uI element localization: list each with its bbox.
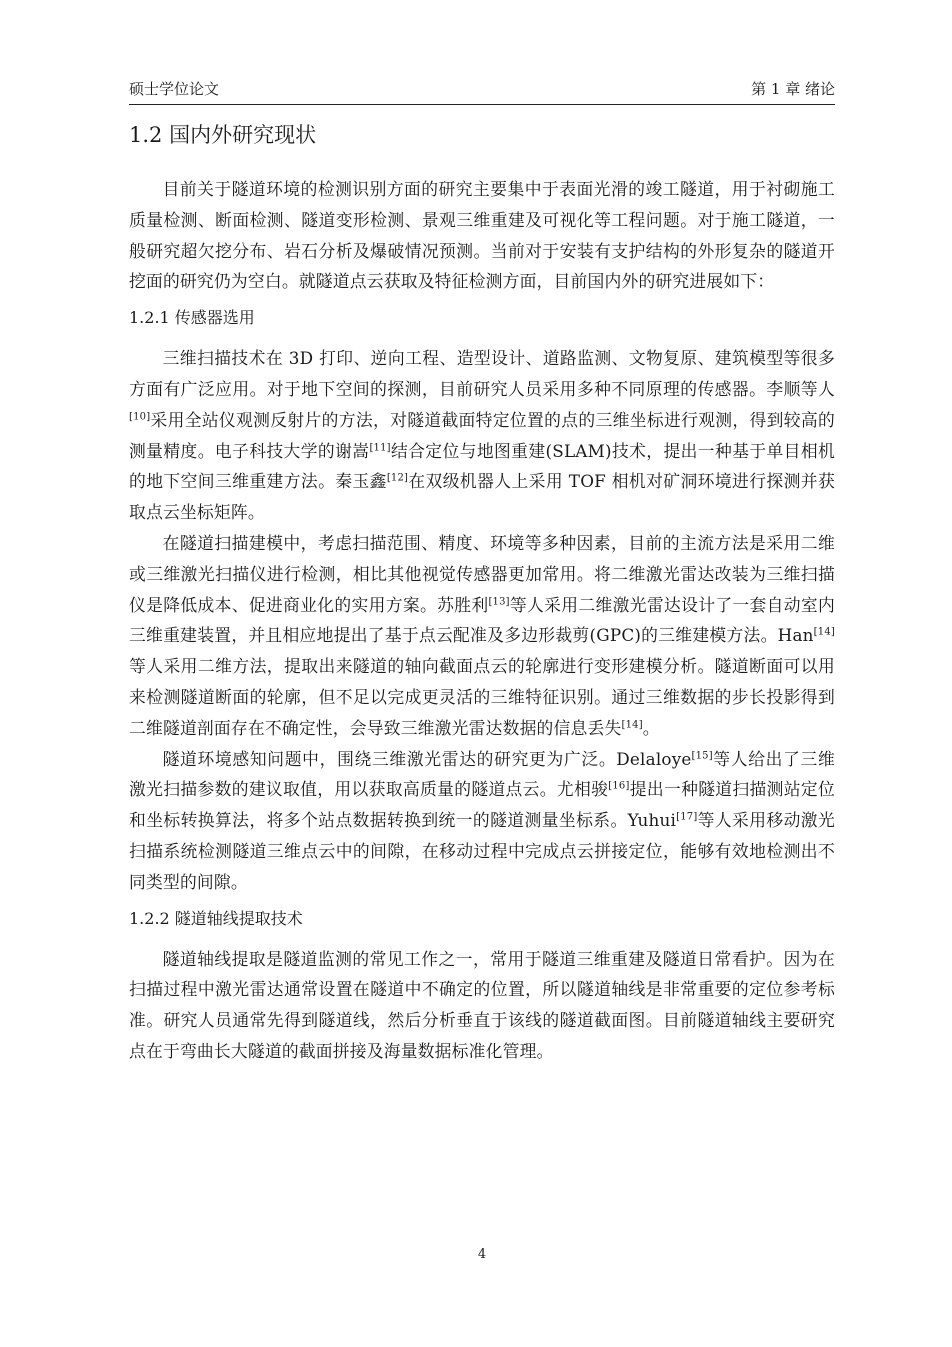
- header-thesis-type: 硕士学位论文: [129, 80, 220, 98]
- citation-ref: [12]: [386, 472, 409, 484]
- citation-ref: [10]: [129, 411, 151, 423]
- section-title: 1.2 国内外研究现状: [129, 123, 317, 147]
- section-intro-paragraph: 目前关于隧道环境的检测识别方面的研究主要集中于表面光滑的竣工隧道，用于衬砌施工质量检测、断面检测、隧道变形检测、景观三维重建及可视化等工程问题。对于施工隧道，一般研究超欠挖分布、岩石分析及爆破情况预测。当前对于安装有支护结构的外形复杂的隧道开挖面的研究仍为空白。就隧道点云获取及特征检测方面，目前国内外的研究进展如下：: [129, 179, 835, 292]
- text-run: 在双级机器人上采用 TOF 相机对矿洞环境进行探测并获取点云坐标矩阵。: [129, 471, 835, 523]
- text-run: 等人采用二维激光雷达设计了一套自动室内三维重建装置，并且相应地提出了基于点云配准及多边形裁剪(GPC)的三维建模方法。Han: [129, 594, 835, 646]
- text-run: 提出一种隧道扫描测站定位和坐标转换算法，将多个站点数据转换到统一的隧道测量坐标系。Yuhui: [129, 779, 835, 831]
- text-run: 等人给出了三维激光扫描参数的建议取值，用以获取高质量的隧道点云。尤相骏: [129, 748, 835, 800]
- header-chapter: 第 1 章 绪论: [751, 80, 835, 98]
- text-run: 等人采用二维方法，提取出来隧道的轴向截面点云的轮廓进行变形建模分析。隧道断面可以用来检测隧道断面的轮廓，但不足以完成更灵活的三维特征识别。通过三维数据的步长投影得到二维隧道剖面存在不确定性，会导致三维激光雷达数据的信息丢失: [129, 656, 835, 738]
- sensors-paragraph-2: [129, 528, 835, 744]
- subsection-title-sensors: 1.2.1 传感器选用: [129, 308, 255, 328]
- citation-ref: [14]: [813, 626, 835, 638]
- document-page: [129, 0, 835, 1347]
- text-run: 结合定位与地图重建(SLAM)技术，提出一种基于单目相机的地下空间三维重建方法。秦玉鑫: [129, 440, 836, 492]
- citation-ref: [15]: [691, 749, 713, 761]
- sensors-paragraph-1: [129, 343, 835, 528]
- citation-ref: [17]: [676, 811, 698, 823]
- running-header: [129, 78, 835, 102]
- citation-ref: [16]: [608, 780, 630, 792]
- text-run: 隧道环境感知问题中，围绕三维激光雷达的研究更为广泛。Delaloye: [162, 748, 692, 769]
- text-run: 三维扫描技术在 3D 打印、逆向工程、造型设计、道路监测、文物复原、建筑模型等很多方面有广泛应用。对于地下空间的探测，目前研究人员采用多种不同原理的传感器。李顺等人: [129, 348, 835, 399]
- header-rule: [129, 104, 835, 105]
- text-run: 。: [642, 717, 660, 738]
- citation-ref: [13]: [488, 595, 510, 607]
- sensors-paragraph-3: [129, 744, 835, 898]
- citation-ref: [11]: [369, 441, 391, 453]
- text-run: 采用全站仪观测反射片的方法，对隧道截面特定位置的点的三维坐标进行观测，得到较高的测量精度。电子科技大学的谢嵩: [129, 409, 835, 461]
- text-run: 在隧道扫描建模中，考虑扫描范围、精度、环境等多种因素，目前的主流方法是采用二维或三维激光扫描仪进行检测，相比其他视觉传感器更加常用。将二维激光雷达改装为三维扫描仪是降低成本、促进商业化的实用方案。苏胜利: [129, 532, 835, 615]
- axis-extraction-paragraph: 隧道轴线提取是隧道监测的常见工作之一，常用于隧道三维重建及隧道日常看护。因为在扫描过程中激光雷达通常设置在隧道中不确定的位置，所以隧道轴线是非常重要的定位参考标准。研究人员通常先得到隧道线，然后分析垂直于该线的隧道截面图。目前隧道轴线主要研究点在于弯曲长大隧道的截面拼接及海量数据标准化管理。: [129, 948, 835, 1061]
- body-content: [129, 118, 835, 1067]
- citation-ref: [14]: [621, 719, 643, 731]
- page-number: 4: [477, 1247, 487, 1262]
- subsection-title-axis-extraction: 1.2.2 隧道轴线提取技术: [129, 908, 303, 928]
- text-run: 等人采用移动激光扫描系统检测隧道三维点云中的间隙，在移动过程中完成点云拼接定位，能够有效地检测出不同类型的间隙。: [129, 810, 835, 892]
